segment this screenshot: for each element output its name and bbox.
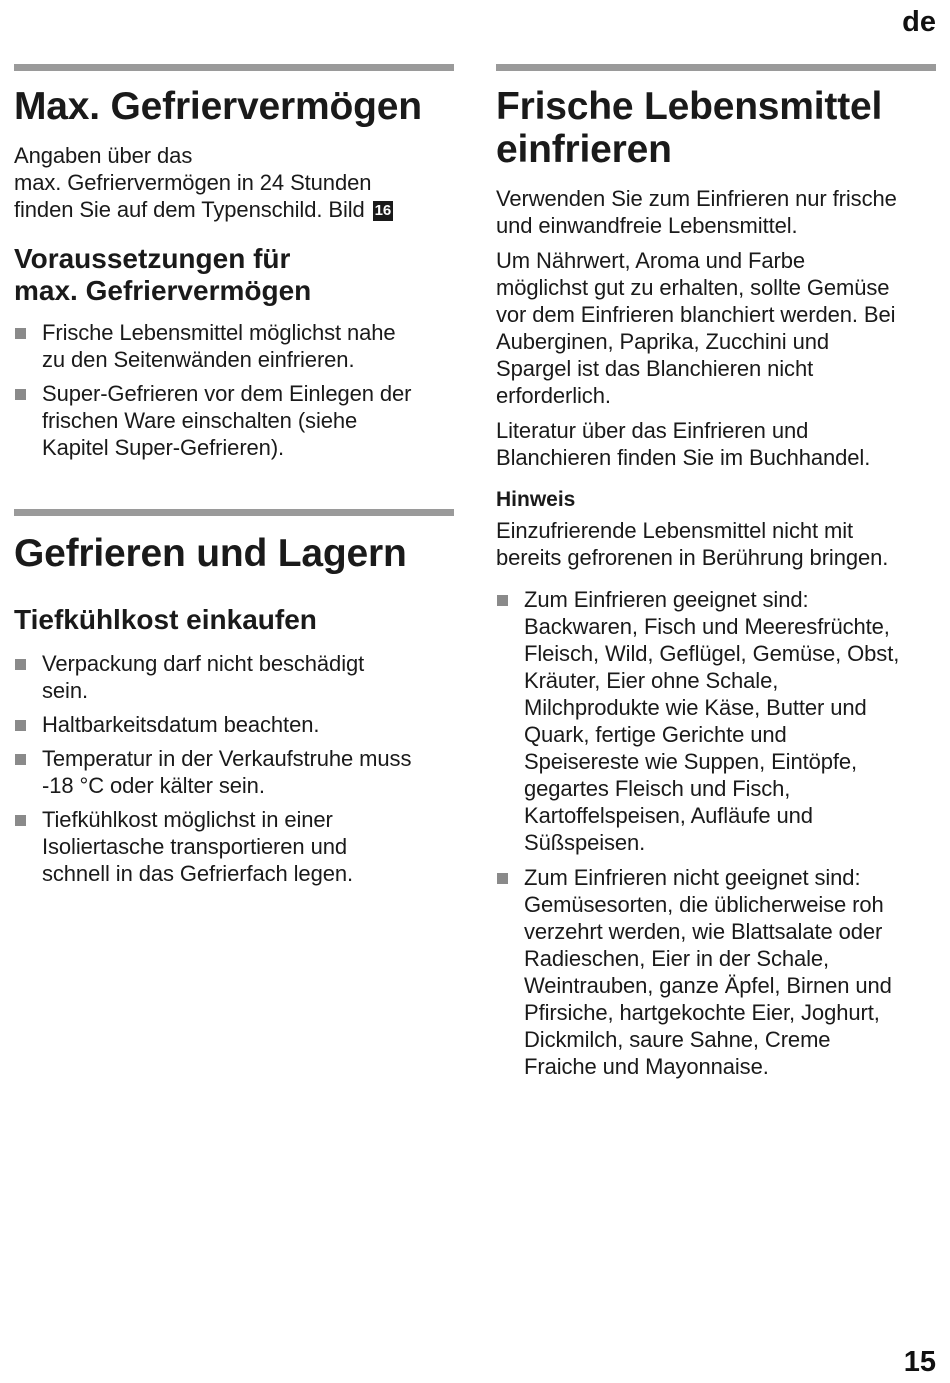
section-title-frische-lebensmittel-einfrieren <box>496 85 936 171</box>
paragraph <box>496 417 936 471</box>
section-rule <box>496 64 936 71</box>
text-line: Verwenden Sie zum Einfrieren nur frische <box>496 186 897 211</box>
text-line: erforderlich. <box>496 383 611 408</box>
text-line: Kapitel Super-Gefrieren). <box>42 435 285 460</box>
text-line: vor dem Einfrieren blanchiert werden. Bei <box>496 302 896 327</box>
text-line: Voraussetzungen für <box>14 243 291 274</box>
list-item <box>496 864 936 1080</box>
text-line: Frische Lebensmittel <box>496 85 883 128</box>
text-line: Gemüsesorten, die üblicherweise roh <box>524 892 884 917</box>
section-title-max-gefriervermoegen: Max. Gefriervermögen <box>14 85 422 128</box>
square-bullet-icon <box>497 873 508 884</box>
text-line: Milchprodukte wie Käse, Butter und <box>524 695 867 720</box>
text-line: Fraiche und Mayonnaise. <box>524 1054 769 1079</box>
text-line: Backwaren, Fisch und Meeresfrüchte, <box>524 614 890 639</box>
text-line: Super-Gefrieren vor dem Einlegen der <box>42 381 412 406</box>
text-line: Tiefkühlkost möglichst in einer <box>42 807 333 832</box>
section-rule <box>14 509 454 516</box>
text-line: Temperatur in der Verkaufstruhe muss <box>42 746 412 771</box>
text-line: und einwandfreie Lebensmittel. <box>496 213 798 238</box>
text-line: Angaben über das <box>14 143 193 168</box>
page-number: 15 <box>903 1346 936 1378</box>
text-line: Spargel ist das Blanchieren nicht <box>496 356 814 381</box>
language-code: de <box>902 6 936 38</box>
list-item <box>14 711 454 738</box>
subheading-voraussetzungen <box>14 243 454 307</box>
text-line: Speisereste wie Suppen, Eintöpfe, <box>524 749 858 774</box>
paragraph <box>496 247 936 409</box>
section-rule <box>14 64 454 71</box>
text-line: max. Gefriervermögen <box>14 275 312 306</box>
text-line: möglichst gut zu erhalten, sollte Gemüse <box>496 275 890 300</box>
text-line: Verpackung darf nicht beschädigt <box>42 651 365 676</box>
text-line: schnell in das Gefrierfach legen. <box>42 861 353 886</box>
text-line: Süßspeisen. <box>524 830 646 855</box>
text-line: Quark, fertige Gerichte und <box>524 722 787 747</box>
square-bullet-icon <box>15 815 26 826</box>
subheading-tiefkuehlkost-einkaufen: Tiefkühlkost einkaufen <box>14 604 317 635</box>
list-item <box>496 586 936 856</box>
text-line: Weintrauben, ganze Äpfel, Birnen und <box>524 973 892 998</box>
list-item <box>14 319 454 373</box>
text-line: Isoliertasche transportieren und <box>42 834 347 859</box>
text-line: bereits gefrorenen in Berührung bringen. <box>496 545 889 570</box>
hinweis-heading: Hinweis <box>496 488 576 511</box>
right-column <box>496 64 936 1080</box>
text-line: Frische Lebensmittel möglichst nahe <box>42 320 396 345</box>
text-line: Auberginen, Paprika, Zucchini und <box>496 329 830 354</box>
text-line: einfrieren <box>496 128 672 171</box>
list-item <box>14 806 454 887</box>
text-line: Haltbarkeitsdatum beachten. <box>42 712 320 737</box>
figure-reference-icon: 16 <box>374 202 392 219</box>
text-line: Fleisch, Wild, Geflügel, Gemüse, Obst, <box>524 641 900 666</box>
list-item <box>14 380 454 461</box>
intro-paragraph <box>14 142 454 223</box>
text-line: Pfirsiche, hartgekochte Eier, Joghurt, <box>524 1000 880 1025</box>
text-line: Zum Einfrieren nicht geeignet sind: <box>524 865 861 890</box>
text-line: gegartes Fleisch und Fisch, <box>524 776 791 801</box>
list-item <box>14 745 454 799</box>
list-item <box>14 650 454 704</box>
square-bullet-icon <box>15 659 26 670</box>
text-line: finden Sie auf dem Typenschild. Bild <box>14 197 365 222</box>
text-line: Blanchieren finden Sie im Buchhandel. <box>496 445 871 470</box>
square-bullet-icon <box>497 595 508 606</box>
text-line: Zum Einfrieren geeignet sind: <box>524 587 809 612</box>
text-line: Einzufrierende Lebensmittel nicht mit <box>496 518 854 543</box>
text-line: Radieschen, Eier in der Schale, <box>524 946 830 971</box>
left-column <box>14 64 454 887</box>
text-line: Kräuter, Eier ohne Schale, <box>524 668 779 693</box>
text-line: Dickmilch, saure Sahne, Creme <box>524 1027 831 1052</box>
text-line: -18 °C oder kälter sein. <box>42 773 265 798</box>
square-bullet-icon <box>15 754 26 765</box>
text-line: zu den Seitenwänden einfrieren. <box>42 347 355 372</box>
text-line: max. Gefriervermögen in 24 Stunden <box>14 170 372 195</box>
text-line: Um Nährwert, Aroma und Farbe <box>496 248 805 273</box>
text-line: sein. <box>42 678 88 703</box>
bullet-list <box>496 586 936 1080</box>
hinweis-text <box>496 517 936 571</box>
text-line: Literatur über das Einfrieren und <box>496 418 809 443</box>
paragraph <box>496 185 936 239</box>
bullet-list <box>14 650 454 887</box>
text-line: Kartoffelspeisen, Aufläufe und <box>524 803 813 828</box>
text-line: verzehrt werden, wie Blattsalate oder <box>524 919 883 944</box>
section-title-gefrieren-und-lagern: Gefrieren und Lagern <box>14 532 407 575</box>
square-bullet-icon <box>15 389 26 400</box>
text-line: frischen Ware einschalten (siehe <box>42 408 358 433</box>
square-bullet-icon <box>15 720 26 731</box>
square-bullet-icon <box>15 328 26 339</box>
bullet-list <box>14 319 454 461</box>
